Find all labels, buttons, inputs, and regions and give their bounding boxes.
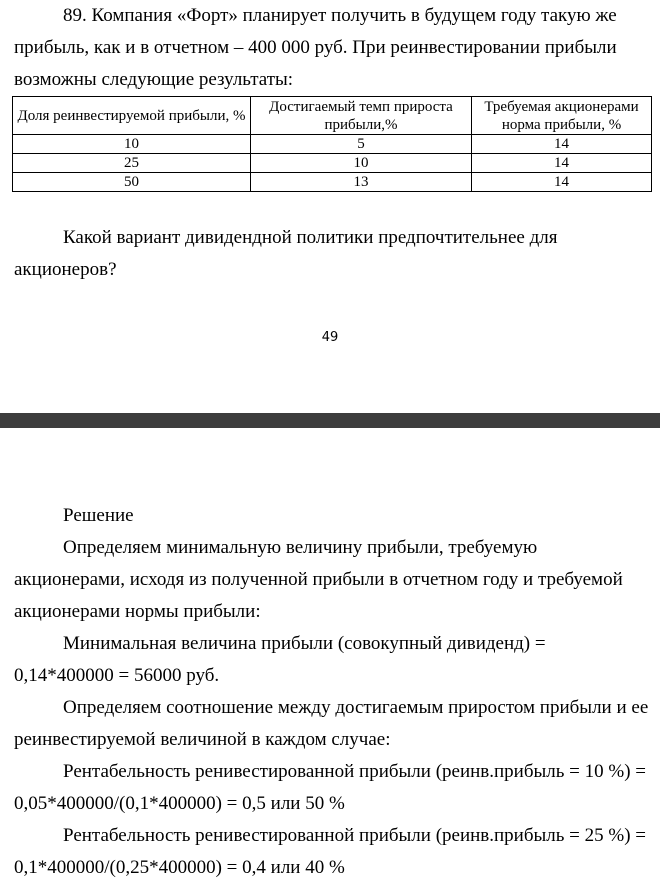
- table-cell: 14: [472, 173, 652, 192]
- solution-paragraph: Определяем соотношение между достигаемым приростом прибыли и ее реинвестируемой величиной в каждом случае:: [14, 697, 649, 750]
- solution-heading: Решение: [63, 505, 134, 526]
- solution-paragraph: Рентабельность ренивестированной прибыли (реинв.прибыль = 25 %) = 0,1*400000/(0,25*400000) = 0,4 или 40 %: [14, 825, 647, 878]
- table-cell: 10: [13, 135, 251, 154]
- table-cell: 25: [13, 154, 251, 173]
- table-header-cell: Достигаемый темп прироста прибыли,%: [251, 97, 472, 135]
- problem-text: 89. Компания «Форт» планирует получить в будущем году такую же прибыль, как и в отчетном – 400 000 руб. При реинвестировании прибыли возможны следующие результаты:: [14, 5, 617, 90]
- table-cell: 14: [472, 154, 652, 173]
- table-cell: 10: [251, 154, 472, 173]
- table-header-cell: Требуемая акционерами норма прибыли, %: [472, 97, 652, 135]
- solution-paragraph: Определяем минимальную величину прибыли, требуемую акционерами, исходя из полученной прибыли в отчетном году и требуемой акционерами нормы прибыли:: [14, 537, 623, 622]
- solution-paragraph: Рентабельность ренивестированной прибыли (реинв.прибыль = 10 %) = 0,05*400000/(0,1*400000) = 0,5 или 50 %: [14, 761, 647, 814]
- table-row: [13, 173, 652, 192]
- solution-paragraph: Минимальная величина прибыли (совокупный дивиденд) = 0,14*400000 = 56000 руб.: [14, 633, 546, 686]
- table-cell: 14: [472, 135, 652, 154]
- table-cell: 5: [251, 135, 472, 154]
- table-row: [13, 135, 652, 154]
- data-table: [12, 96, 652, 192]
- table-cell: 13: [251, 173, 472, 192]
- document-page-2: [0, 428, 660, 883]
- table-cell: 50: [13, 173, 251, 192]
- question-text: Какой вариант дивидендной политики предпочтительнее для акционеров?: [14, 227, 558, 280]
- table-header-cell: Доля реинвестируемой прибыли, %: [13, 97, 251, 135]
- page-number: 49: [321, 330, 339, 345]
- table-row: [13, 154, 652, 173]
- table-header-row: [13, 97, 652, 135]
- document-page-1: [0, 0, 660, 413]
- page-separator: [0, 413, 660, 428]
